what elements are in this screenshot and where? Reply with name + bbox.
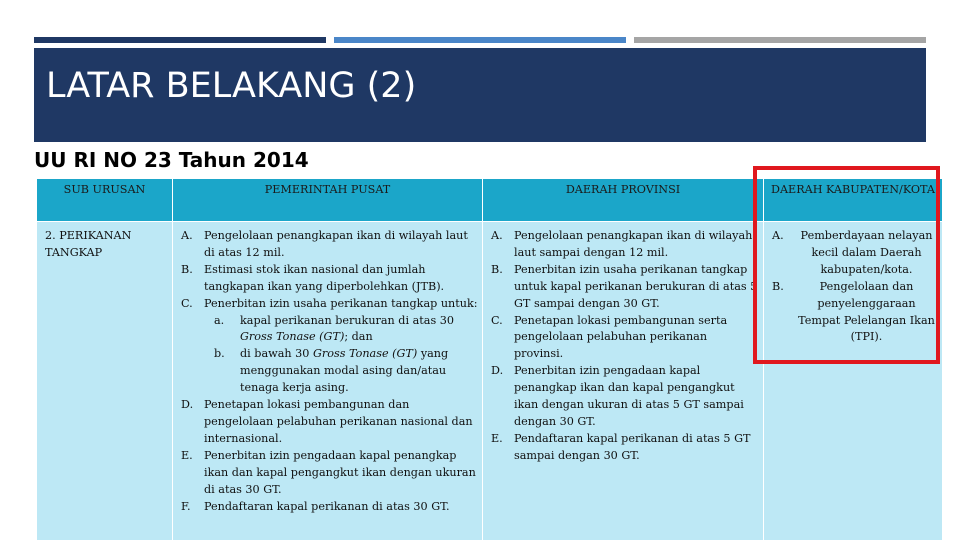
list-item: A. Pengelolaan penangkapan ikan di wilayah laut di atas 12 mil. [181, 229, 468, 259]
sub-urusan-text: 2. PERIKANAN TANGKAP [45, 229, 132, 259]
highlight-box [753, 166, 940, 364]
cell-daerah-provinsi [483, 222, 764, 541]
list-item: D. Penerbitan izin pengadaan kapal penangkap ikan dan kapal pengangkut ikan dengan ukuran di atas 5 GT sampai dengan 30 GT. [491, 364, 744, 428]
list-item: A. Pemberdayaan nelayan kecil dalam Daerah kabupaten/kota. [772, 229, 933, 276]
top-accent-bar-gray [634, 37, 926, 43]
list-item: E. Pendaftaran kapal perikanan di atas 5 GT sampai dengan 30 GT. [491, 431, 751, 462]
list-item: A. Pengelolaan penangkapan ikan di wilayah laut sampai dengan 12 mil. [491, 229, 753, 259]
list-item: D. Penetapan lokasi pembangunan dan pengelolaan pelabuhan perikanan nasional dan internasional. [181, 398, 473, 445]
slide-subtitle: UU RI NO 23 Tahun 2014 [34, 148, 309, 172]
list-item: C. Penetapan lokasi pembangunan serta pengelolaan pelabuhan perikanan provinsi. [491, 313, 728, 361]
sub-list-item: a. kapal perikanan berukuran di atas 30 Gross Tonase (GT); dan [214, 313, 454, 344]
top-accent-bar-dark [34, 37, 326, 43]
list-item: E. Penerbitan izin pengadaan kapal penangkap ikan dan kapal pengangkut ikan dengan ukuran di atas 30 GT. [181, 448, 476, 496]
list-item: C. Penerbitan izin usaha perikanan tangkap untuk: a. kapal perikanan berukuran di atas 30 Gross Tonase (GT); dan b. di bawah 30 Gross Tonase (GT) yang menggunakan modal asing dan/atau tenaga kerja asing. [177, 296, 478, 397]
list-item: F. Pendaftaran kapal perikanan di atas 30 GT. [181, 499, 450, 513]
top-accent-bar-blue [334, 37, 626, 43]
header-daerah-provinsi: DAERAH PROVINSI [483, 179, 764, 222]
pusat-list [177, 228, 478, 515]
provinsi-list [487, 228, 759, 465]
list-item: B. Penerbitan izin usaha perikanan tangkap untuk kapal perikanan berukuran di atas 5 GT sampai dengan 30 GT. [491, 262, 758, 310]
header-sub-urusan: SUB URUSAN [37, 179, 173, 222]
list-item: B. Pengelolaan dan penyelenggaraan Tempat Pelelangan Ikan (TPI). [772, 279, 935, 344]
list-item: B. Estimasi stok ikan nasional dan jumlah tangkapan ikan yang diperbolehkan (JTB). [181, 262, 445, 293]
title-banner [34, 48, 926, 142]
pusat-sublist [204, 313, 478, 398]
cell-pemerintah-pusat [173, 222, 483, 541]
cell-sub-urusan [37, 222, 173, 541]
header-daerah-kabupaten-kota: DAERAH KABUPATEN/KOTA [764, 179, 943, 222]
slide-title: LATAR BELAKANG (2) [46, 66, 417, 106]
header-pemerintah-pusat: PEMERINTAH PUSAT [173, 179, 483, 222]
sub-list-item: b. di bawah 30 Gross Tonase (GT) yang menggunakan modal asing dan/atau tenaga kerja asing. [214, 347, 449, 395]
